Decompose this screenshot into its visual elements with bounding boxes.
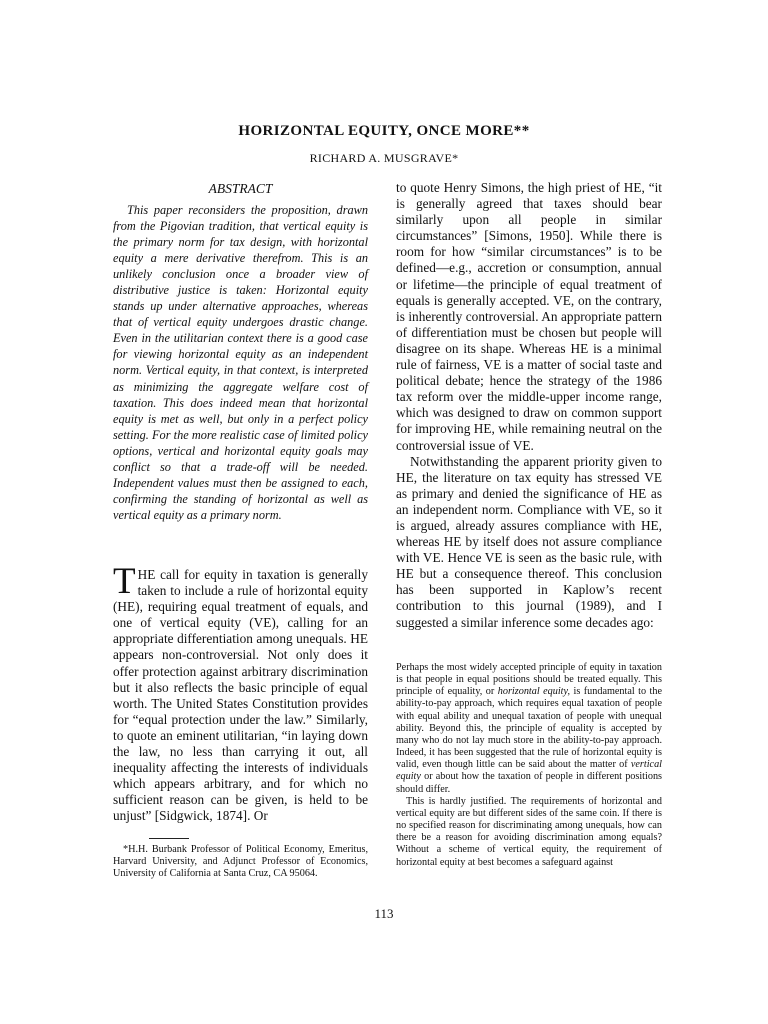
block-quote bbox=[396, 662, 662, 869]
intro-text: HE call for equity in taxation is generally taken to include a rule of horizontal equity (HE), requiring equal treatment of equals, and one of vertical equity (VE), calling for an appropriate differentiation among unequals. HE appears non-controversial. Not only does it offer protection against arbitrary discrimination but it also reflects the basic principle of equal worth. The United States Constitution provides for “equal protection under the law.” Similarly, to quote an eminent utilitarian, “in laying down the law, no less than carrying it out, all inequality affecting the interests of individuals which appears arbitrary, and for which no sufficient reason can be given, is held to be unjust” [Sidgwick, 1874]. Or bbox=[113, 567, 368, 824]
paper-author: RICHARD A. MUSGRAVE* bbox=[309, 151, 459, 165]
footnote-divider bbox=[149, 838, 189, 839]
author-footnote: *H.H. Burbank Professor of Political Economy, Emeritus, Harvard University, and Adjunct Professor of Economics, University of California at Santa Cruz, CA 95064. bbox=[113, 844, 368, 880]
second-paragraph: Notwithstanding the apparent priority given to HE, the literature on tax equity has stressed VE as primary and denied the significance of HE as an independent norm. Compliance with VE, so it is argued, already assures compliance with HE, whereas HE by itself does not assure compliance with VE. Hence VE is seen as the basic rule, with HE but a consequence thereof. This conclusion has been supported in Kaplow’s recent contribution to this journal (1989), and I suggested a similar inference some decades ago: bbox=[396, 453, 662, 630]
drop-cap: T bbox=[113, 561, 136, 602]
quote-text-a: Perhaps the most widely accepted principle of equity in taxation is that people in equal positions should be treated equally. This principle of equality, or bbox=[396, 662, 662, 698]
quote-text-b: is fundamental to the ability-to-pay approach, which requires equal taxation of people with equal ability and unequal taxation of people with unequal ability. Beyond this, the principle of equality is accepted by many who do not lay much store in the ability-to-pay approach. Indeed, it has been suggested that the rule of horizontal equity is valid, even though little can be said about the matter of bbox=[396, 686, 663, 771]
abstract-text: This paper reconsiders the proposition, drawn from the Pigovian tradition, that vertical equity is the primary norm for tax design, with horizontal equity a mere derivative therefrom. This is an unlikely conclusion once a broader view of distributive justice is taken: Horizontal equity stands up under alternative approaches, whereas that of vertical equity undergoes drastic change. Even in the utilitarian context there is a good case for viewing horizontal equity as an independent norm. Vertical equity, in that context, is interpreted as minimizing the aggregate welfare cost of taxation. This does indeed mean that horizontal equity is met as well, but only in a perfect policy setting. For the more realistic case of limited policy options, vertical and horizontal equity goals may conflict so that a trade-off will be needed. Independent values must then be assigned to each, confirming the standing of horizontal as well as vertical equity as a primary norm. bbox=[113, 203, 368, 522]
quote-paragraph-1 bbox=[396, 662, 662, 796]
quote-text-c: or about how the taxation of people in different positions should differ. bbox=[396, 771, 662, 795]
paper-title: HORIZONTAL EQUITY, ONCE MORE** bbox=[238, 123, 530, 139]
quote-emphasis-vertical: vertical equity bbox=[396, 759, 662, 783]
page-number: 113 bbox=[374, 906, 394, 921]
right-column bbox=[396, 180, 662, 631]
continuation-paragraph: to quote Henry Simons, the high priest of HE, “it is generally agreed that taxes should bear similarly upon all people in similar circumstances” [Simons, 1950]. While there is room for how “similar circumstances” is to be defined—e.g., accretion or consumption, annual or lifetime—the principle of equal treatment of equals is generally accepted. VE, on the contrary, is inherently controversial. An appropriate pattern of differentiation must be chosen but people will disagree on its shape. Whereas HE is a minimal rule of fairness, VE is a matter of social taste and political debate; hence the strategy of the 1986 tax reform over the middle-upper income range, which was designed to draw on common support for improving HE, while remaining neutral on the controversial issue of VE. bbox=[396, 180, 662, 453]
intro-paragraph bbox=[113, 561, 368, 825]
abstract-heading: ABSTRACT bbox=[208, 181, 273, 196]
quote-emphasis-horizontal: horizontal equity, bbox=[497, 686, 571, 698]
quote-paragraph-2: This is hardly justified. The requirements of horizontal and vertical equity are but different sides of the same coin. If there is no specified reason for discriminating among unequals, how can there be a reason for avoiding discrimination among equals? Without a scheme of vertical equity, the requirement of horizontal equity at best becomes a safeguard against bbox=[396, 795, 662, 868]
